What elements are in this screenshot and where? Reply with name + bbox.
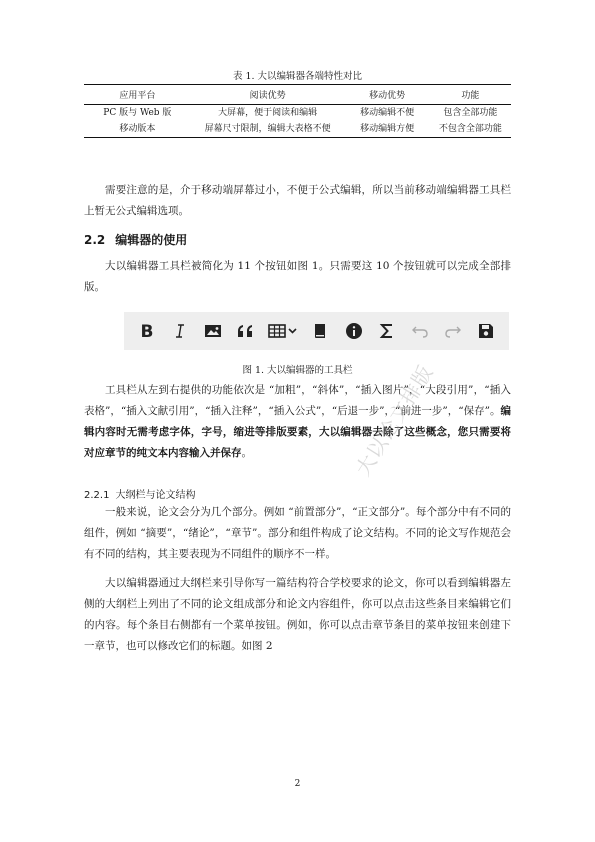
table-cell: 移动版本 — [84, 121, 191, 138]
redo-icon[interactable] — [441, 319, 465, 343]
undo-icon[interactable] — [408, 319, 432, 343]
paragraph-bold-text: 编辑内容时无需考虑字体，字号，缩进等排版要素，大以编辑器去除了这些概念，您只需要将对应章节的纯文本内容输入并保存 — [84, 405, 511, 459]
paragraph: 大以编辑器通过大纲栏来引导你写一篇结构符合学校要求的论文，你可以看到编辑器左侧的大纲栏上列出了不同的论文组成部分和论文内容组件，你可以点击这些条目来编辑它们的内容。每个条目右侧都有一个菜单按钮。例如，你可以点击章节条目的菜单按钮来创建下一章节，也可以修改它们的标题。如图 2 — [84, 577, 511, 652]
page-number: 2 — [294, 779, 301, 789]
figure-caption: 图 1. 大以编辑器的工具栏 — [242, 365, 353, 376]
table-caption: 表 1. 大以编辑器各端特性对比 — [232, 71, 363, 82]
save-icon[interactable] — [474, 319, 498, 343]
quote-icon[interactable] — [234, 319, 258, 343]
editor-toolbar — [124, 312, 509, 350]
paragraph-text: 工具栏从左到右提供的功能依次是 “加粗”，“斜体”，“插入图片”，“大段引用”，“插入表格”，“插入文献引用”，“插入注释”，“插入公式”，“后退一步”，“前进一步”，“保存”。 — [84, 384, 511, 417]
subsection-title: 大纲栏与论文结构 — [115, 490, 196, 501]
table-cell: PC 版与 Web 版 — [103, 108, 172, 118]
comparison-table — [84, 84, 511, 138]
formula-icon[interactable] — [375, 319, 399, 343]
italic-icon[interactable] — [168, 319, 192, 343]
note-icon[interactable] — [342, 319, 366, 343]
table-cell: 移动编辑方便 — [344, 121, 429, 138]
table-cell: 包含全部功能 — [443, 108, 498, 118]
paragraph: 大以编辑器工具栏被简化为 11 个按钮如图 1。只需要这 10 个按钮就可以完成全部排版。 — [84, 260, 511, 293]
table-cell: 屏幕尺寸限制，编辑大表格不便 — [191, 121, 345, 138]
section-number: 2.2 — [84, 233, 106, 247]
table-header-cell: 阅读优势 — [191, 85, 345, 105]
table-cell: 移动编辑不便 — [360, 108, 415, 118]
table-header-cell: 应用平台 — [84, 85, 191, 105]
subsection-number: 2.2.1 — [84, 490, 110, 501]
table-header-row — [84, 85, 511, 105]
watermark: 大以论文排版 — [350, 360, 438, 481]
subsection-heading — [84, 486, 195, 501]
section-heading — [84, 231, 187, 248]
table-row — [84, 121, 511, 138]
table-icon[interactable] — [267, 319, 299, 343]
paragraph: 一般来说，论文会分为几个部分。例如 “前置部分”，“正文部分”。每个部分中有不同的组件，例如 “摘要”，“绪论”，“章节”。部分和组件构成了论文结构。不同的论文写作规范会有不同的结构，其主要表现为不同组件的顺序不一样。 — [84, 506, 511, 560]
table-header-cell: 功能 — [430, 85, 511, 105]
table-header-cell: 移动优势 — [344, 85, 429, 105]
paragraph-text-end: 。 — [241, 447, 252, 459]
image-icon[interactable] — [201, 319, 225, 343]
section-title: 编辑器的使用 — [115, 233, 188, 247]
paragraph-toolbar-description — [84, 380, 511, 464]
table-row — [84, 105, 511, 122]
bold-icon[interactable] — [135, 319, 159, 343]
table-cell: 不包含全部功能 — [430, 121, 511, 138]
citation-icon[interactable] — [308, 319, 332, 343]
paragraph: 需要注意的是，介于移动端屏幕过小，不便于公式编辑，所以当前移动端编辑器工具栏上暂无公式编辑选项。 — [84, 184, 511, 217]
svg-text:B: B — [140, 323, 154, 339]
table-cell: 大屏幕，便于阅读和编辑 — [218, 108, 318, 118]
